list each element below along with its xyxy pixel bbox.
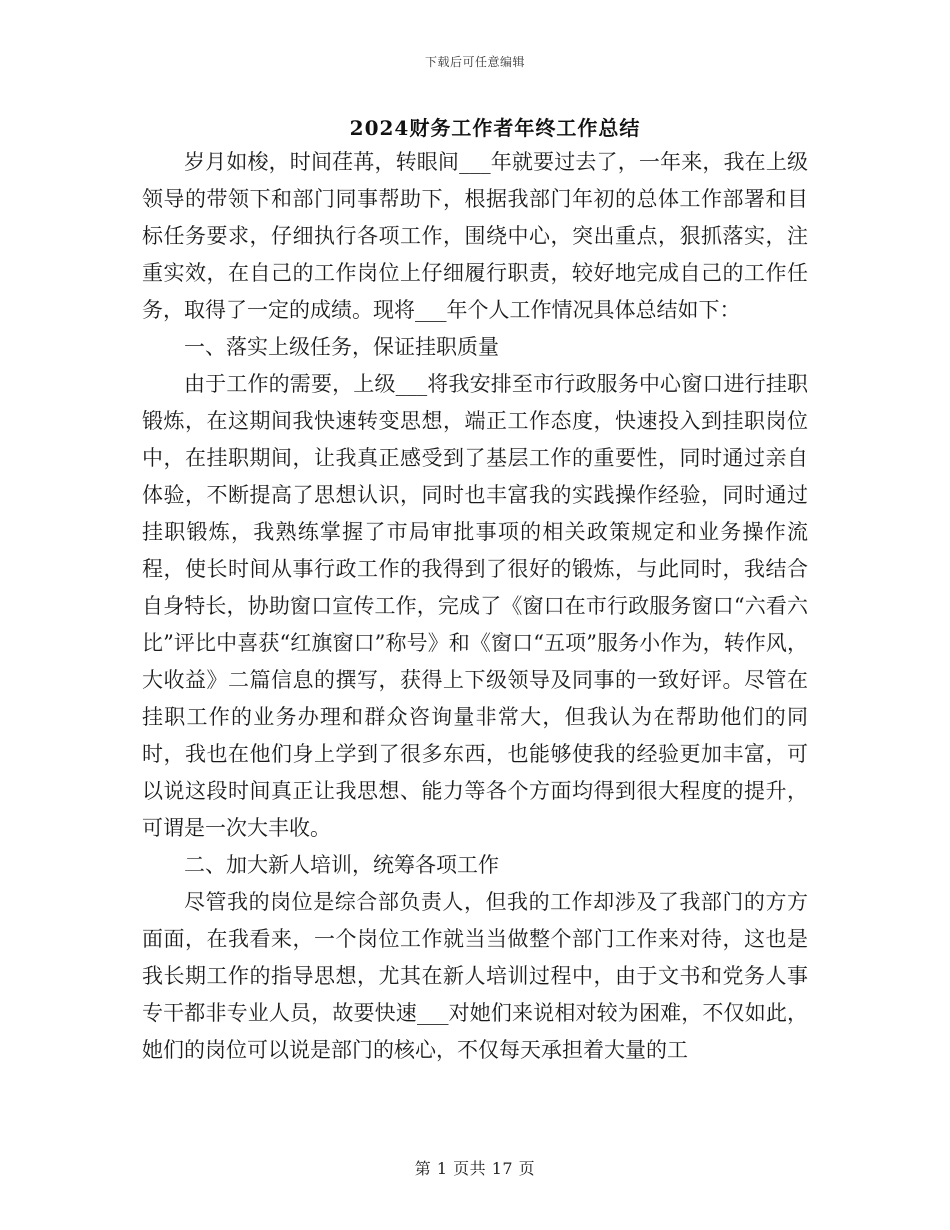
paragraph-section-1: 由于工作的需要，上级___将我安排至市行政服务中心窗口进行挂职锻炼，在这期间我快速转变思想，端正工作态度，快速投入到挂职岗位中，在挂职期间，让我真正感受到了基层工作的重要性，同时通过亲自体验，不断提高了思想认识，同时也丰富我的实践操作经验，同时通过挂职锻炼，我熟练掌握了市局审批事项的相关政策规定和业务操作流程，使长时间从事行政工作的我得到了很好的锻炼，与此同时，我结合自身特长，协助窗口宣传工作，完成了《窗口在市行政服务窗口“六看六比”评比中喜获“红旗窗口”称号》和《窗口“五项”服务小作为，转作风，大收益》二篇信息的撰写，获得上下级领导及同事的一致好评。尽管在挂职工作的业务办理和群众咨询量非常大，但我认为在帮助他们的同时，我也在他们身上学到了很多东西，也能够使我的经验更加丰富，可以说这段时间真正让我思想、能力等各个方面均得到很大程度的提升，可谓是一次大丰收。: [142, 372, 808, 840]
page-number-footer: 第 1 页共 17 页: [414, 1159, 536, 1178]
section-heading-2: 二、加大新人培训，统筹各项工作: [184, 853, 499, 877]
paragraph-section-2: 尽管我的岗位是综合部负责人，但我的工作却涉及了我部门的方方面面，在我看来，一个岗位工作就当当做整个部门工作来对待，这也是我长期工作的指导思想，尤其在新人培训过程中，由于文书和党务人事专干都非专业人员，故要快速___对她们来说相对较为困难，不仅如此，她们的岗位可以说是部门的核心，不仅每天承担着大量的工: [142, 890, 808, 1062]
header-note: 下载后可任意编辑: [424, 55, 525, 69]
document-body: [142, 144, 808, 1069]
paragraph-intro: 岁月如梭，时间荏苒，转眼间___年就要过去了，一年来，我在上级领导的带领下和部门同事帮助下，根据我部门年初的总体工作部署和目标任务要求，仔细执行各项工作，围绕中心，突出重点，狠抓落实，注重实效，在自己的工作岗位上仔细履行职责，较好地完成自己的工作任务，取得了一定的成绩。现将___年个人工作情况具体总结如下：: [142, 150, 808, 322]
document-title: 2024财务工作者年终工作总结: [349, 116, 641, 140]
section-heading-1: 一、落实上级任务，保证挂职质量: [184, 335, 499, 359]
